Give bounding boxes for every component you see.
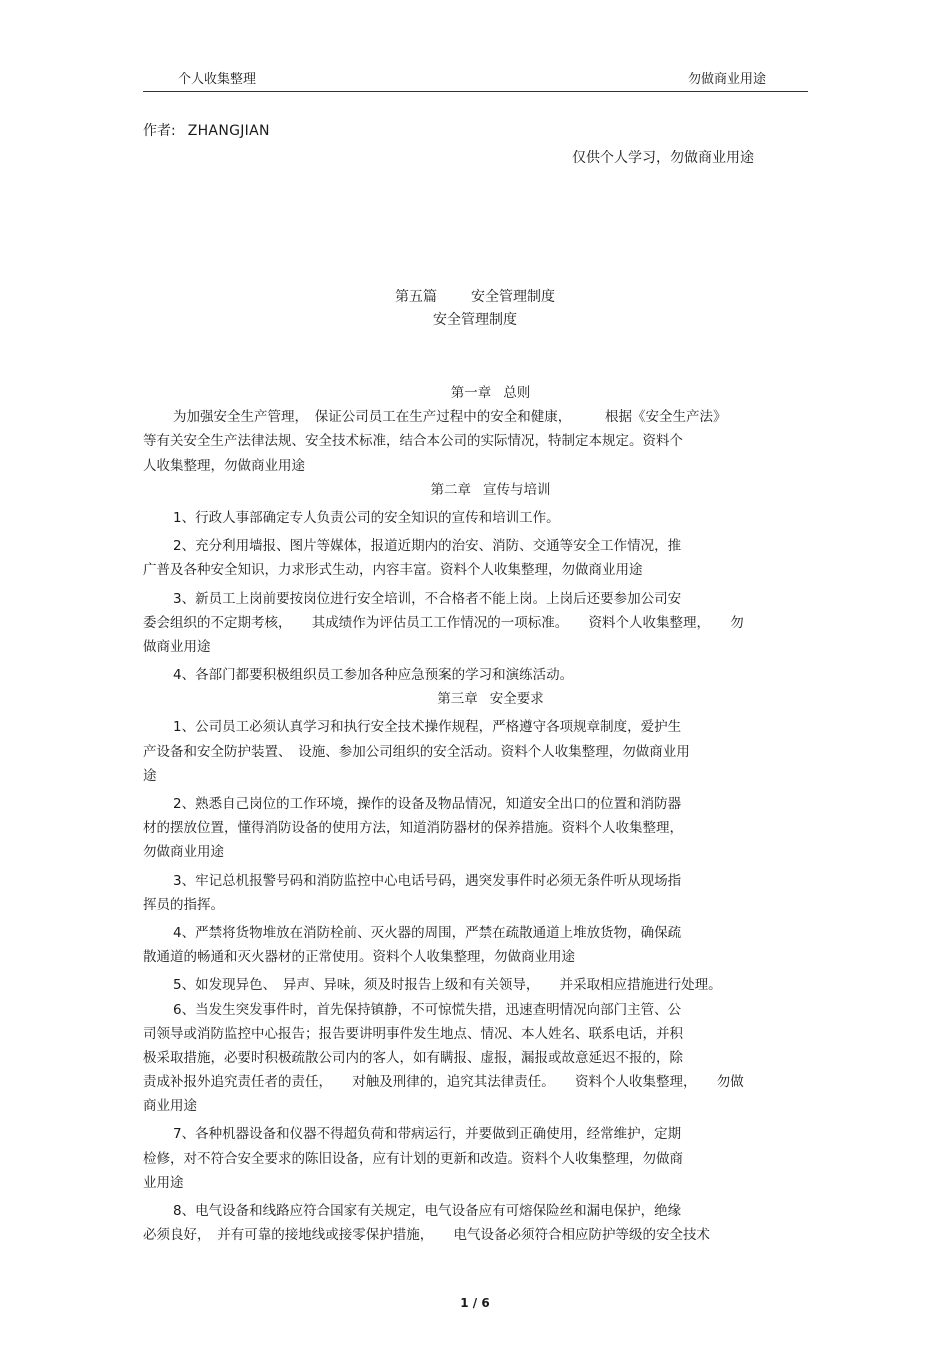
paragraph — [143, 973, 808, 997]
paragraph — [143, 1122, 808, 1195]
text-line: 检修，对不符合安全要求的陈旧设备，应有计划的更新和改造。资料个人收集整理，勿做商 — [143, 1150, 683, 1167]
text-line: 极采取措施，必要时积极疏散公司内的客人，如有瞒报、虚报，漏报或故意延迟不报的，除 — [143, 1049, 683, 1066]
text-line: 人收集整理，勿做商业用途 — [143, 457, 305, 474]
document-body — [143, 381, 808, 1247]
chapter-name: 安全要求 — [489, 691, 544, 708]
paragraph — [143, 534, 808, 582]
text-line: 5、如发现异色、 异声、异味，须及时报告上级和有关领导， 并采取相应措施进行处理。 — [173, 977, 722, 994]
header-left-text: 个人收集整理 — [178, 72, 257, 87]
text-line: 等有关安全生产法律法规、安全技术标准，结合本公司的实际情况，特制定本规定。资料个 — [143, 433, 683, 450]
text-line: 勿做商业用途 — [143, 844, 224, 861]
chapter-heading-3 — [143, 687, 808, 711]
paragraph — [143, 998, 808, 1119]
paragraph — [143, 792, 808, 865]
part-name: 安全管理制度 — [471, 289, 555, 305]
chapter-heading-1 — [143, 381, 808, 405]
chapter-number: 第二章 — [430, 481, 471, 498]
page-number: 1 / 6 — [460, 1296, 490, 1310]
paragraph — [143, 921, 808, 969]
header-divider — [143, 91, 808, 92]
paragraph — [143, 587, 808, 660]
paragraph — [143, 405, 808, 478]
header-right-text: 勿做商业用途 — [688, 72, 767, 87]
text-line: 1、公司员工必须认真学习和执行安全技术操作规程，严格遵守各项规章制度，爱护生 — [173, 719, 682, 736]
author-line — [143, 120, 270, 140]
paragraph — [143, 869, 808, 917]
text-line: 散通道的畅通和灭火器材的正常使用。资料个人收集整理，勿做商业用途 — [143, 949, 575, 966]
text-line: 3、新员工上岗前要按岗位进行安全培训，不合格者不能上岗。上岗后还要参加公司安 — [173, 590, 682, 607]
text-line: 材的摆放位置，懂得消防设备的使用方法，知道消防器材的保养措施。资料个人收集整理， — [143, 820, 683, 837]
part-number: 第五篇 — [395, 289, 437, 305]
text-line: 8、电气设备和线路应符合国家有关规定，电气设备应有可熔保险丝和漏电保护，绝缘 — [173, 1203, 682, 1220]
text-line: 必须良好， 并有可靠的接地线或接零保护措施， 电气设备必须符合相应防护等级的安全技术 — [143, 1227, 710, 1244]
text-line: 途 — [143, 767, 157, 784]
text-line: 商业用途 — [143, 1098, 197, 1115]
paragraph — [143, 715, 808, 788]
usage-notice: 仅供个人学习，勿做商业用途 — [572, 150, 754, 166]
paragraph — [143, 506, 808, 530]
paragraph — [143, 1199, 808, 1247]
document-subtitle: 安全管理制度 — [433, 312, 517, 328]
text-line: 4、各部门都要积极组织员工参加各种应急预案的学习和演练活动。 — [173, 667, 574, 684]
text-line: 业用途 — [143, 1174, 184, 1191]
author-label: 作者: — [143, 123, 176, 139]
text-line: 做商业用途 — [143, 638, 211, 655]
author-name: ZHANGJIAN — [187, 123, 270, 139]
chapter-number: 第一章 — [450, 385, 492, 401]
text-line: 委会组织的不定期考核， 其成绩作为评估员工工作情况的一项标准。 资料个人收集整理， 勿 — [143, 614, 744, 631]
paragraph — [143, 663, 808, 687]
text-line: 3、牢记总机报警号码和消防监控中心电话号码，遇突发事件时必须无条件听从现场指 — [173, 872, 682, 889]
chapter-heading-2 — [143, 478, 808, 502]
text-line: 司领导或消防监控中心报告；报告要讲明事件发生地点、情况、本人姓名、联系电话，并积 — [143, 1025, 683, 1042]
chapter-number: 第三章 — [437, 691, 478, 708]
text-line: 广普及各种安全知识，力求形式生动，内容丰富。资料个人收集整理，勿做商业用途 — [143, 562, 643, 579]
chapter-name: 总则 — [503, 385, 531, 401]
text-line: 1、行政人事部确定专人负责公司的安全知识的宣传和培训工作。 — [173, 509, 560, 526]
part-title — [0, 286, 950, 306]
text-line: 2、熟悉自己岗位的工作环境，操作的设备及物品情况，知道安全出口的位置和消防器 — [173, 796, 682, 813]
text-line: 6、当发生突发事件时，首先保持镇静，不可惊慌失措，迅速查明情况向部门主管、公 — [173, 1001, 682, 1018]
chapter-name: 宣传与培训 — [483, 481, 551, 498]
text-line: 7、各种机器设备和仪器不得超负荷和带病运行，并要做到正确使用，经常维护，定期 — [173, 1126, 682, 1143]
text-line: 为加强安全生产管理， 保证公司员工在生产过程中的安全和健康， 根据《安全生产法》 — [173, 409, 727, 426]
text-line: 4、严禁将货物堆放在消防栓前、灭火器的周围，严禁在疏散通道上堆放货物，确保疏 — [173, 924, 682, 941]
text-line: 2、充分利用墙报、图片等媒体，报道近期内的治安、消防、交通等安全工作情况，推 — [173, 538, 682, 555]
text-line: 产设备和安全防护装置、 设施、参加公司组织的安全活动。资料个人收集整理，勿做商业用 — [143, 743, 690, 760]
text-line: 挥员的指挥。 — [143, 896, 224, 913]
text-line: 责成补报外追究责任者的责任， 对触及刑律的，追究其法律责任。 资料个人收集整理， 勿做 — [143, 1074, 744, 1091]
